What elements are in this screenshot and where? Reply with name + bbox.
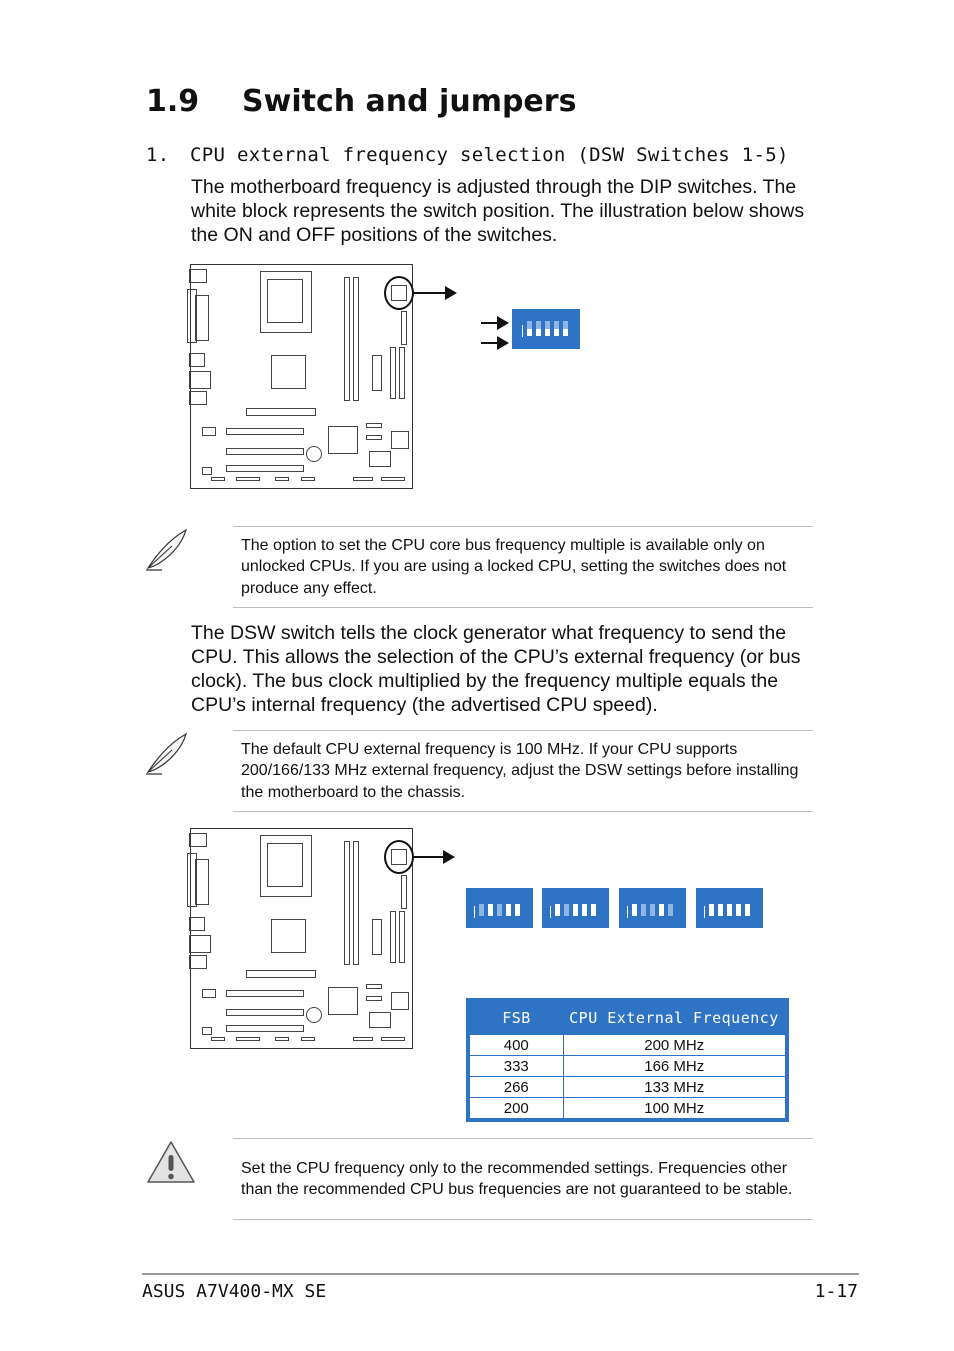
fsb-frequency-table: [466, 998, 789, 1122]
dsw-setting-diagram: [696, 888, 763, 928]
subsection-title: CPU external frequency selection (DSW Switches 1-5): [190, 144, 789, 166]
motherboard-diagram: [190, 264, 413, 489]
column-header-fsb: FSB: [468, 1000, 563, 1035]
up-arrow-icon: [474, 906, 475, 918]
arrow-icon: [413, 856, 453, 858]
warning-triangle-icon: [145, 1138, 197, 1188]
table-row: [468, 1098, 787, 1121]
table-header-row: [468, 1000, 787, 1035]
dsw-setting-diagram: [466, 888, 533, 928]
table-row: [468, 1056, 787, 1077]
frequency-cell: 166 MHz: [563, 1056, 787, 1077]
footer-divider: [142, 1273, 859, 1275]
feather-pen-icon: [142, 730, 190, 778]
section-number: 1.9: [146, 84, 200, 119]
footer-product: ASUS A7V400-MX SE: [142, 1281, 327, 1302]
dsw-setting-diagram: [619, 888, 686, 928]
fsb-cell: 200: [468, 1098, 563, 1121]
dsw-switch-diagram: [512, 309, 580, 349]
table-row: [468, 1035, 787, 1056]
dsw-highlight-circle: [384, 840, 414, 874]
section-heading: [146, 84, 576, 119]
note-text: The default CPU external frequency is 100 MHz. If your CPU supports 200/166/133 MHz external frequency, adjust the DSW settings before installing the motherboard to the chassis.: [241, 740, 799, 801]
feather-pen-icon: [142, 526, 190, 574]
up-arrow-icon: [522, 325, 523, 337]
dsw-highlight-circle: [384, 276, 414, 310]
fsb-cell: 333: [468, 1056, 563, 1077]
subsection-heading: [146, 144, 789, 166]
frequency-cell: 200 MHz: [563, 1035, 787, 1056]
table-row: [468, 1077, 787, 1098]
fsb-cell: 400: [468, 1035, 563, 1056]
warning-text: Set the CPU frequency only to the recommended settings. Frequencies other than the recommended CPU bus frequencies are not guaranteed to be stable.: [241, 1159, 793, 1198]
note-box: [233, 526, 813, 608]
footer-page-number: 1-17: [814, 1281, 858, 1302]
section-title: Switch and jumpers: [242, 84, 577, 119]
up-arrow-icon: [704, 906, 705, 918]
fsb-cell: 266: [468, 1077, 563, 1098]
dsw-paragraph: The DSW switch tells the clock generator what frequency to send the CPU. This allows the selection of the CPU’s external frequency (or bus clock). The bus clock multiplied by the frequency multiple equals the CPU’s internal frequency (the advertised CPU speed).: [191, 622, 801, 716]
up-arrow-icon: [550, 906, 551, 918]
dsw-setting-diagram: [542, 888, 609, 928]
note-text: The option to set the CPU core bus frequency multiple is available only on unlocked CPUs. If you are using a locked CPU, setting the switches does not produce any effect.: [241, 536, 787, 597]
motherboard-diagram: [190, 828, 413, 1049]
arrow-icon: [481, 322, 507, 324]
frequency-cell: 100 MHz: [563, 1098, 787, 1121]
column-header-cpu-external-frequency: CPU External Frequency: [563, 1000, 787, 1035]
arrow-icon: [481, 342, 507, 344]
frequency-cell: 133 MHz: [563, 1077, 787, 1098]
arrow-icon: [413, 292, 455, 294]
intro-paragraph: The motherboard frequency is adjusted through the DIP switches. The white block represents the switch position. The illustration below shows the ON and OFF positions of the switches.: [191, 176, 805, 246]
warning-box: [233, 1138, 813, 1220]
note-box: [233, 730, 813, 812]
subsection-number: 1.: [146, 144, 170, 166]
up-arrow-icon: [627, 906, 628, 918]
